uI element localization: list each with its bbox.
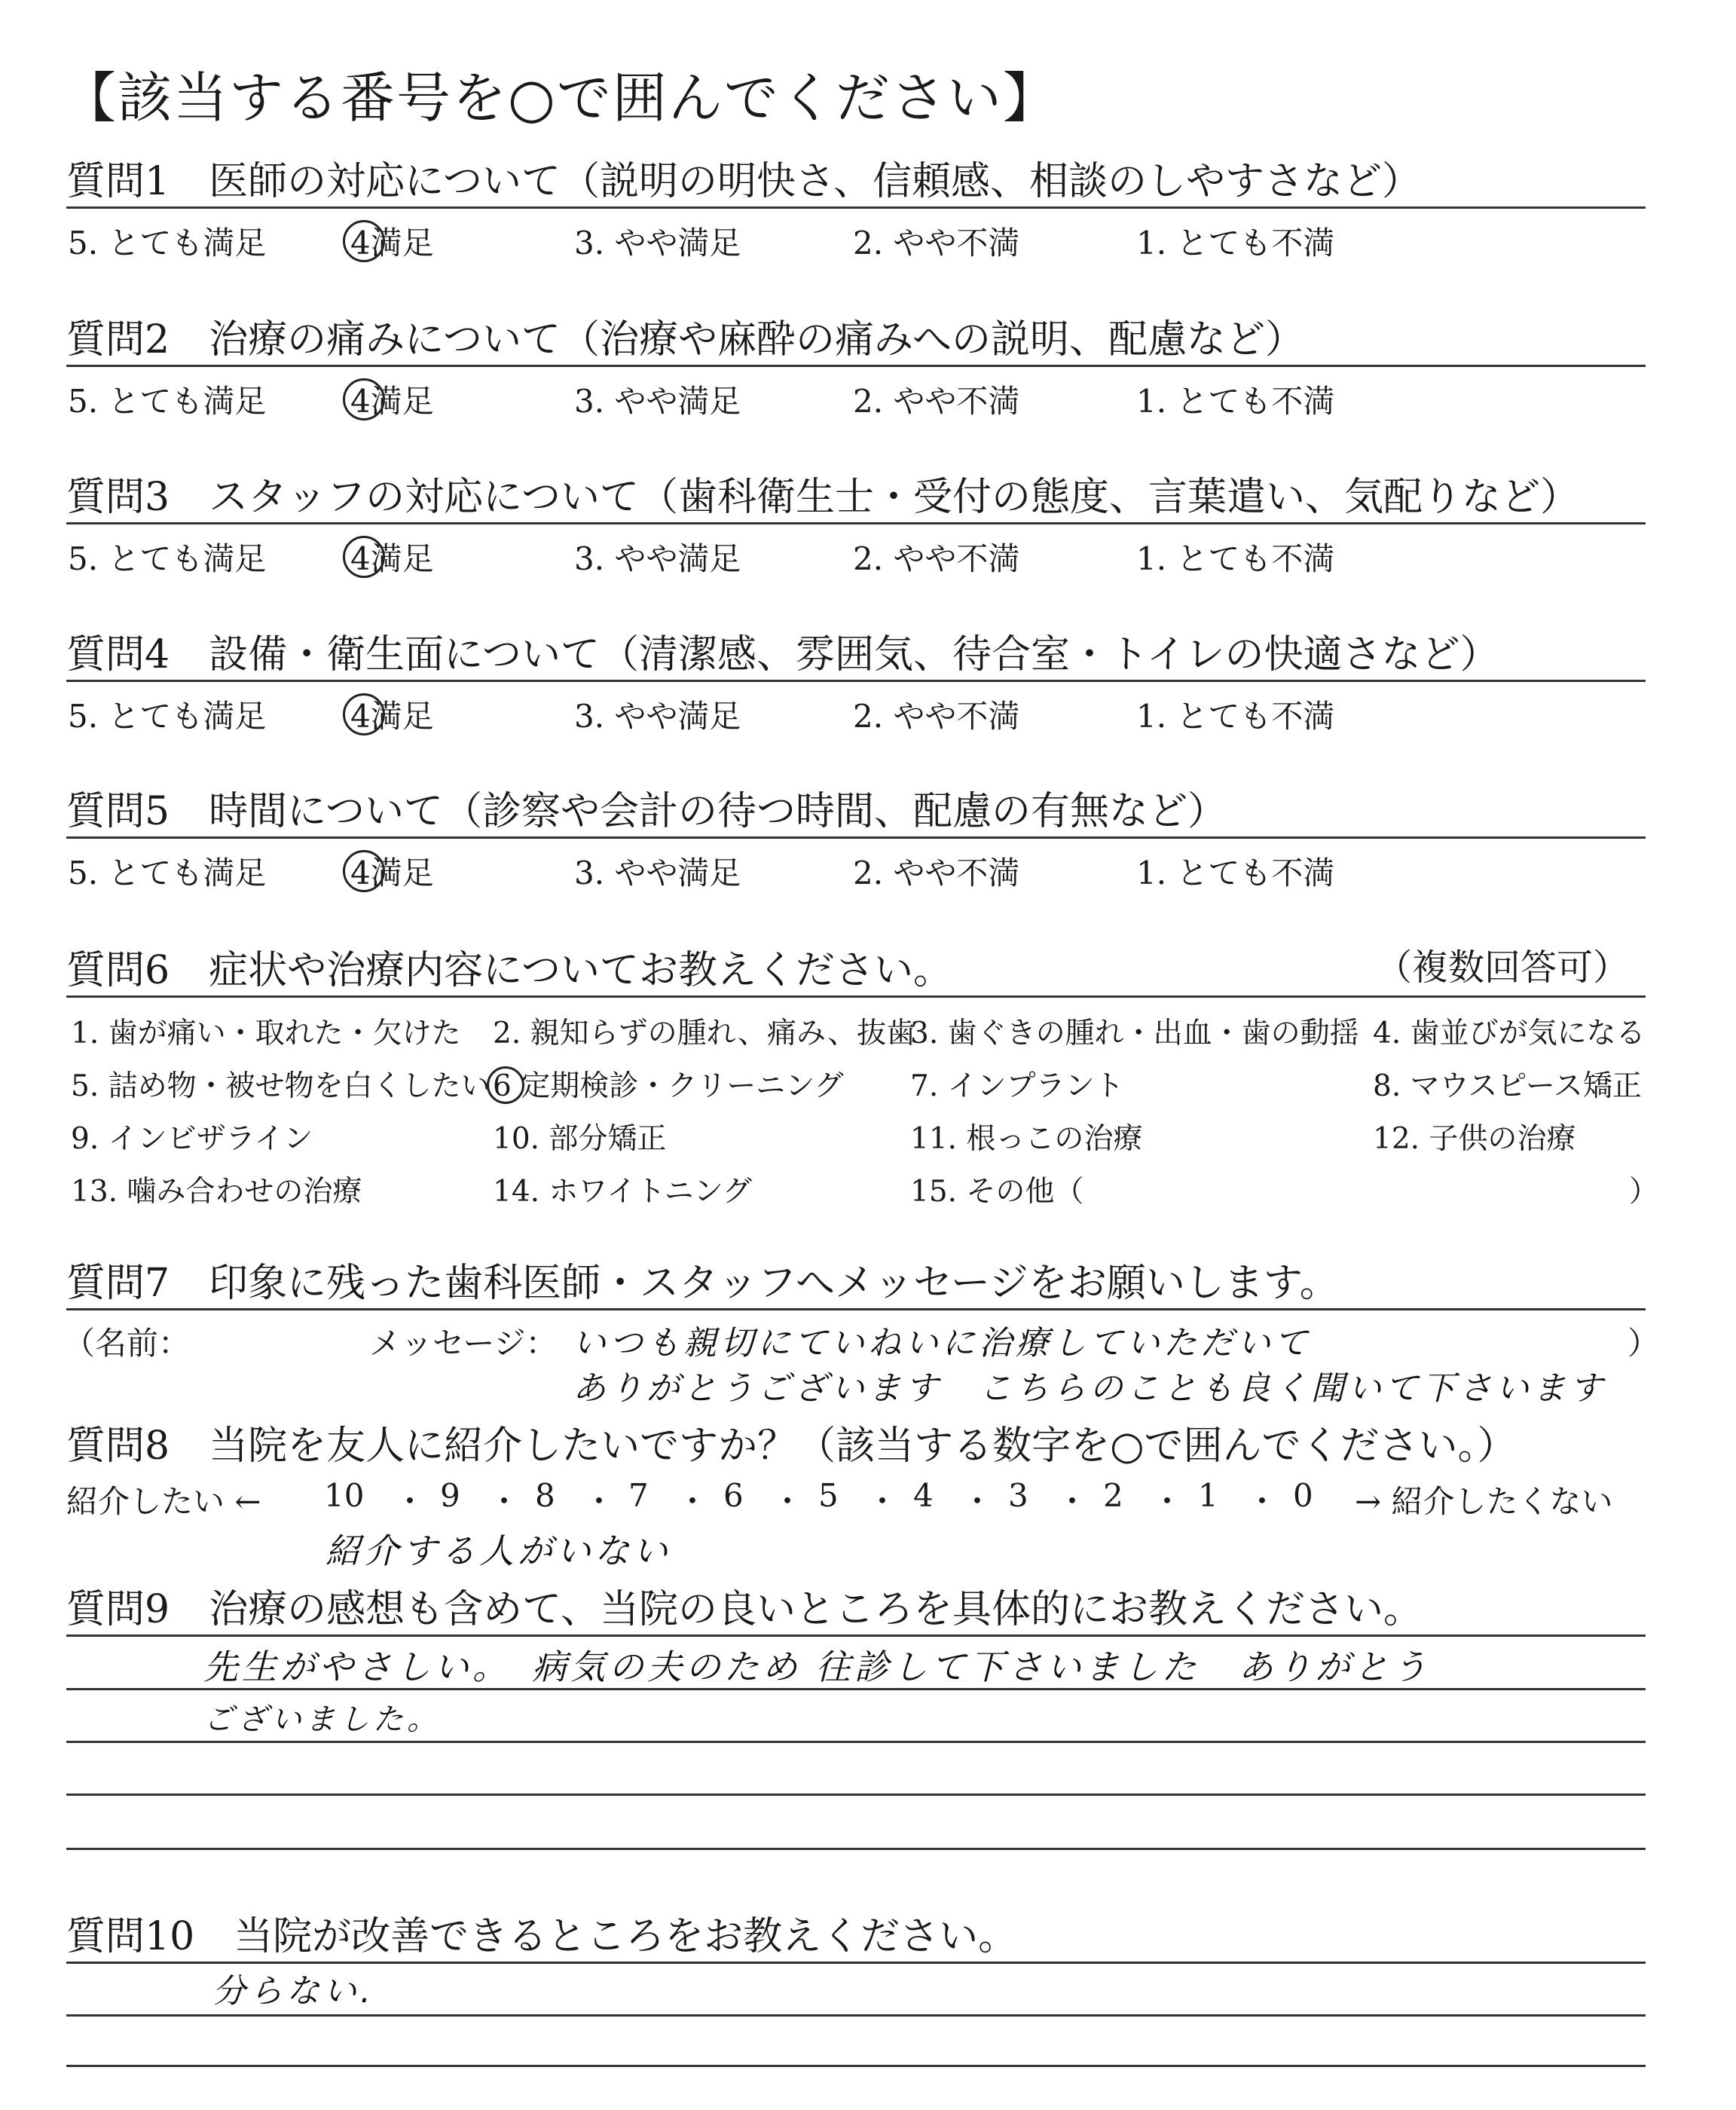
scale-7[interactable]: 7 [628, 1477, 649, 1514]
q6-option-13[interactable]: 13. 噛み合わせの治療 [71, 1175, 362, 1209]
scale-dot: ・ [772, 1483, 804, 1520]
option-1[interactable]: 1. とても不満 [1136, 855, 1335, 891]
scale-5[interactable]: 5 [818, 1477, 839, 1514]
question-6-rule [66, 995, 1646, 998]
option-3[interactable]: 3. やや満足 [574, 225, 741, 261]
message-label: メッセージ： [369, 1325, 558, 1362]
q6-option-15-close: ） [1629, 1175, 1659, 1209]
option-4-selected[interactable]: 4満足 [350, 377, 434, 422]
question-10-rule-3 [66, 2065, 1646, 2067]
scale-6[interactable]: 6 [723, 1477, 744, 1514]
option-1[interactable]: 1. とても不満 [1136, 698, 1335, 735]
selection-circle [343, 850, 385, 892]
question-4-options [68, 692, 1349, 737]
question-4-title: 質問4 設備・衛生面について（清潔感、雰囲気、待合室・トイレの快適さなど） [66, 632, 1499, 677]
option-5[interactable]: 5. とても満足 [68, 225, 267, 261]
question-9-rule-4 [66, 1794, 1646, 1796]
question-5-rule [66, 836, 1646, 839]
q6-option-4[interactable]: 4. 歯並びが気になる [1373, 1017, 1646, 1050]
q6-option-11[interactable]: 11. 根っこの治療 [910, 1122, 1143, 1156]
question-7-rule [66, 1308, 1646, 1310]
q6-option-6-selected[interactable]: 6 定期検診・クリーニング [493, 1063, 843, 1105]
option-2[interactable]: 2. やや不満 [853, 855, 1020, 891]
scale-4[interactable]: 4 [913, 1477, 934, 1514]
selection-circle [487, 1066, 524, 1104]
option-4-selected[interactable]: 4満足 [350, 534, 434, 579]
option-4-selected[interactable]: 4満足 [350, 219, 434, 264]
question-5-options [68, 849, 1349, 894]
scale-dot: ・ [1151, 1483, 1184, 1520]
question-3-options [68, 534, 1349, 579]
question-9-title: 質問9 治療の感想も含めて、当院の良いところを具体的にお教えください。 [66, 1587, 1423, 1632]
option-5[interactable]: 5. とても満足 [68, 855, 267, 891]
q9-handwritten-line-1: 先生がやさしい。 病気の夫のため 往診して下さいました ありがとう [203, 1647, 1431, 1687]
option-4-selected[interactable]: 4満足 [350, 692, 434, 737]
scale-left-label: 紹介したい ← [66, 1483, 261, 1520]
option-5[interactable]: 5. とても満足 [68, 540, 267, 577]
option-3[interactable]: 3. やや満足 [574, 698, 741, 735]
q6-option-10[interactable]: 10. 部分矯正 [493, 1122, 667, 1156]
q6-option-3[interactable]: 3. 歯ぐきの腫れ・出血・歯の動揺 [910, 1017, 1359, 1050]
selection-circle [343, 693, 385, 735]
scale-1[interactable]: 1 [1198, 1477, 1218, 1514]
option-1[interactable]: 1. とても不満 [1136, 383, 1335, 420]
scale-9[interactable]: 9 [440, 1477, 460, 1514]
q9-handwritten-line-2: ございました。 [203, 1702, 441, 1737]
scale-dot: ・ [583, 1483, 616, 1520]
scale-8[interactable]: 8 [535, 1477, 555, 1514]
scale-10[interactable]: 10 [324, 1477, 365, 1514]
option-1[interactable]: 1. とても不満 [1136, 540, 1335, 577]
option-3[interactable]: 3. やや満足 [574, 383, 741, 420]
scale-dot: ・ [961, 1483, 994, 1520]
question-1-options [68, 219, 1349, 264]
form-header: 【該当する番号を○で囲んでください】 [62, 66, 1059, 130]
option-5[interactable]: 5. とても満足 [68, 698, 267, 735]
question-9-rule-5 [66, 1848, 1646, 1850]
question-6-note: （複数回答可） [1376, 946, 1630, 989]
question-6-title: 質問6 症状や治療内容についてお教えください。 [66, 948, 953, 993]
selection-circle [343, 378, 385, 420]
question-1-rule [66, 206, 1646, 209]
question-2-rule [66, 365, 1646, 367]
question-10-rule-2 [66, 2014, 1646, 2017]
scale-dot: ・ [1246, 1483, 1279, 1520]
selection-circle [343, 536, 385, 578]
q6-option-15[interactable]: 15. その他（ [910, 1175, 1084, 1209]
scale-3[interactable]: 3 [1008, 1477, 1028, 1514]
q7-handwritten-line-2: ありがとうございます こちらのことも良く聞いて下さいます [573, 1369, 1606, 1408]
question-8-title: 質問8 当院を友人に紹介したいですか？（該当する数字を○で囲んでください。） [66, 1423, 1517, 1469]
scale-dot: ・ [866, 1483, 899, 1520]
scale-right-label: → 紹介したくない [1355, 1483, 1613, 1520]
option-3[interactable]: 3. やや満足 [574, 855, 741, 891]
scale-dot: ・ [394, 1483, 426, 1520]
option-5[interactable]: 5. とても満足 [68, 383, 267, 420]
q6-option-9[interactable]: 9. インビザライン [71, 1122, 313, 1156]
question-7-title: 質問7 印象に残った歯科医師・スタッフへメッセージをお願いします。 [66, 1261, 1339, 1306]
q6-option-2[interactable]: 2. 親知らずの腫れ、痛み、抜歯 [493, 1017, 916, 1050]
question-2-options [68, 377, 1349, 422]
option-2[interactable]: 2. やや不満 [853, 698, 1020, 735]
question-3-rule [66, 522, 1646, 524]
q6-option-7[interactable]: 7. インプラント [910, 1069, 1124, 1103]
question-9-rule-3 [66, 1741, 1646, 1743]
q6-option-5[interactable]: 5. 詰め物・被せ物を白くしたい [71, 1069, 491, 1103]
selection-circle [343, 220, 385, 262]
option-2[interactable]: 2. やや不満 [853, 540, 1020, 577]
scale-2[interactable]: 2 [1103, 1477, 1123, 1514]
question-5-title: 質問5 時間について（診察や会計の待つ時間、配慮の有無など） [66, 789, 1227, 834]
question-1-title: 質問1 医師の対応について（説明の明快さ、信頼感、相談のしやすさなど） [66, 159, 1421, 204]
q6-option-8[interactable]: 8. マウスピース矯正 [1373, 1069, 1642, 1103]
name-label: （名前： [63, 1325, 191, 1362]
q8-handwritten-note: 紹介する人がいない [326, 1531, 671, 1571]
option-3[interactable]: 3. やや満足 [574, 540, 741, 577]
scale-dot: ・ [488, 1483, 521, 1520]
question-4-rule [66, 680, 1646, 682]
q10-handwritten: 分らない. [212, 1972, 374, 2011]
scale-dot: ・ [677, 1483, 709, 1520]
scale-0[interactable]: 0 [1293, 1477, 1313, 1514]
q6-option-12[interactable]: 12. 子供の治療 [1373, 1122, 1576, 1156]
question-9-rule-1 [66, 1634, 1646, 1637]
question-2-title: 質問2 治療の痛みについて（治療や麻酔の痛みへの説明、配慮など） [66, 317, 1305, 362]
q6-option-1[interactable]: 1. 歯が痛い・取れた・欠けた [71, 1017, 461, 1050]
option-2[interactable]: 2. やや不満 [853, 383, 1020, 420]
q6-option-14[interactable]: 14. ホワイトニング [493, 1175, 752, 1209]
question-3-title: 質問3 スタッフの対応について（歯科衛生士・受付の態度、言葉遣い、気配りなど） [66, 475, 1580, 520]
option-4-selected[interactable]: 4満足 [350, 849, 434, 894]
message-close-paren: ） [1628, 1325, 1660, 1362]
question-9-rule-2 [66, 1688, 1646, 1690]
q7-handwritten-line-1: いつも親切にていねいに治療していただいて [573, 1324, 1311, 1362]
option-2[interactable]: 2. やや不満 [853, 225, 1020, 261]
question-10-title: 質問10 当院が改善できるところをお教えください。 [66, 1914, 1018, 1959]
scale-dot: ・ [1056, 1483, 1089, 1520]
option-1[interactable]: 1. とても不満 [1136, 225, 1335, 261]
